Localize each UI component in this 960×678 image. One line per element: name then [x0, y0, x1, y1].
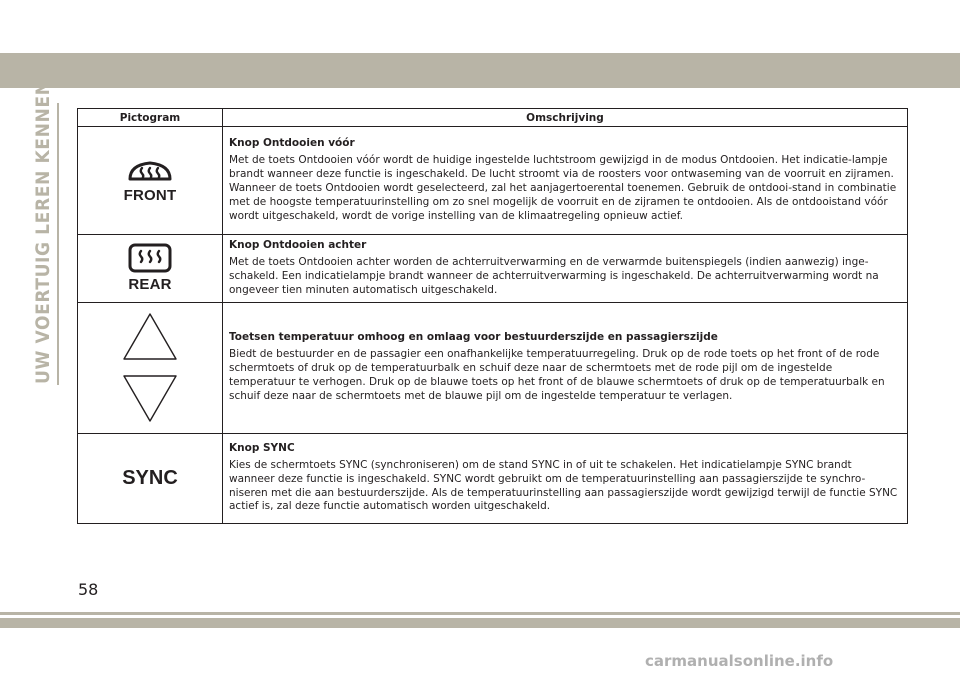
row-title: Knop Ontdooien vóór	[229, 137, 355, 150]
pictogram-cell	[78, 127, 223, 235]
row-text: Kies de schermtoets SYNC (synchroniseren) om de stand SYNC in of uit te schakelen. Het indicatielampje SYNC brandt wanneer deze functie is ingeschakeld. SYNC wordt gebruikt om de temperatuurinstelling aan passagierszijde te synchro-niseren met die aan bestuurderszijde. Als de temperatuurinstelling aan passagierszijde wordt gewijzigd terwijl de functie SYNC actief is, zal deze functie automatisch worden uitgeschakeld.	[229, 458, 898, 513]
description-cell	[223, 433, 908, 523]
front-label: FRONT	[123, 186, 177, 204]
row-title: Knop SYNC	[229, 441, 295, 454]
rear-label: REAR	[128, 276, 172, 294]
section-title: UW VOERTUIG LEREN KENNEN	[32, 80, 54, 384]
footer-band	[0, 618, 960, 628]
row-text: Met de toets Ontdooien vóór wordt de huidige ingestelde luchtstroom gewijzigd in de modus Ontdooien. Het indicatie-lampje brandt wanneer deze functie is ingeschakeld. De lucht stroomt via de roosters voor ontwaseming van de voorruit en zijramen. Wanneer de toets Ontdooien wordt geselecteerd, zal het aanjagertoerental toenemen. Gebruik de ontdooi-stand in combinatie met de hoogste temperatuurinstelling om zo snel mogelijk de voorruit en de zijramen te ontdooien. Als de ontdooistand vóór wordt uitgeschakeld, wordt de vorige instelling van de klimaatregeling opnieuw actief.	[229, 154, 897, 222]
header-band	[0, 53, 960, 88]
control-description-table	[77, 108, 908, 524]
front-defrost-icon	[78, 158, 222, 204]
triangle-up-icon	[124, 314, 176, 359]
triangle-down-icon	[124, 376, 176, 421]
sync-label: SYNC	[122, 466, 178, 489]
table-row	[78, 433, 908, 523]
row-text: Met de toets Ontdooien achter worden de achterruitverwarming en de verwarmde buitenspiegels (indien aanwezig) inge-schakeld. Een indicatielampje brandt wanneer de achterruitverwarming is ingeschakeld. De achterruitverwarming wordt na ongeveer tien minuten automatisch uitgeschakeld.	[229, 255, 879, 296]
description-cell	[223, 127, 908, 235]
rear-defrost-icon	[78, 243, 222, 293]
description-cell	[223, 235, 908, 303]
description-cell	[223, 302, 908, 433]
row-title: Knop Ontdooien achter	[229, 239, 367, 251]
table-row	[78, 235, 908, 303]
page-number: 58	[78, 580, 99, 599]
table-row	[78, 127, 908, 235]
row-text: Biedt de bestuurder en de passagier een onafhankelijke temperatuurregeling. Druk op de rode toets op het front of de rode schermtoets of druk op de temperatuurbalk en schuif deze naar de schermtoets met de rode pijl om de ingestelde temperatuur te verhogen. Druk op de blauwe toets op het front of de blauwe schermtoets of druk op de temperatuurbalk en schuif deze naar de schermtoets met de blauwe pijl om de ingestelde temperatuur te verlagen.	[229, 348, 885, 402]
header-description: Omschrijving	[223, 109, 908, 127]
watermark: carmanualsonline.info	[645, 652, 834, 670]
pictogram-cell	[78, 235, 223, 303]
table-row	[78, 302, 908, 433]
pictogram-cell	[78, 302, 223, 433]
sync-icon	[78, 467, 222, 490]
header-pictogram: Pictogram	[78, 109, 223, 127]
row-title: Toetsen temperatuur omhoog en omlaag voor bestuurderszijde en passagierszijde	[229, 331, 718, 344]
pictogram-cell	[78, 433, 223, 523]
table-header-row	[78, 109, 908, 127]
temperature-up-down-icon	[78, 311, 222, 425]
footer-rule	[0, 612, 960, 615]
section-title-underline	[57, 103, 59, 385]
